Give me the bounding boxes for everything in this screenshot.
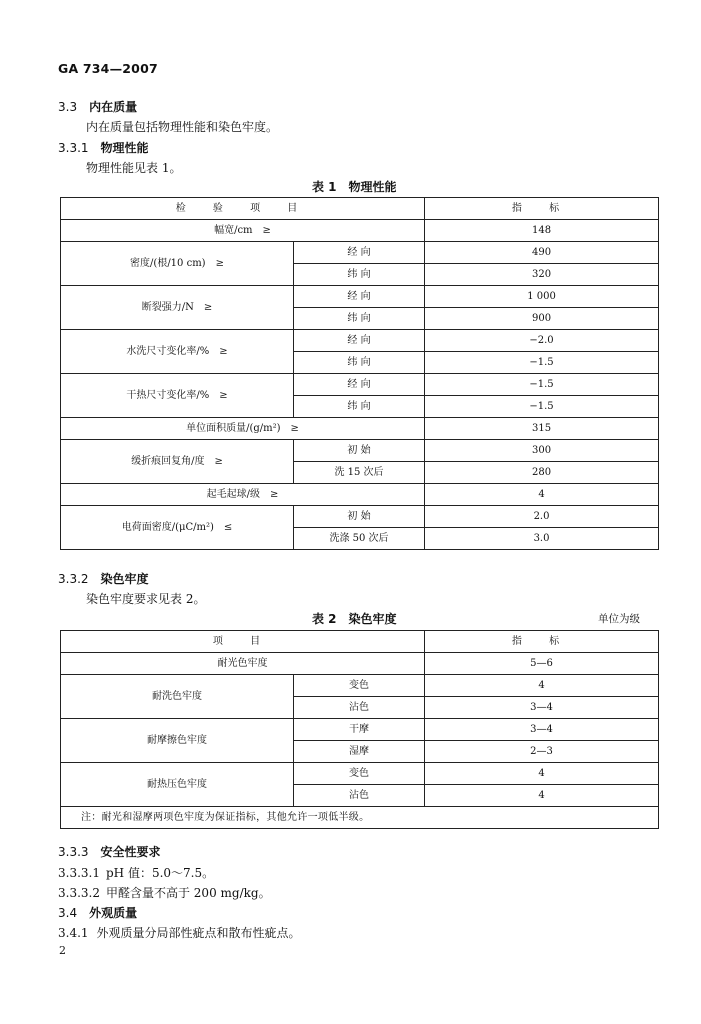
clause-text: pH 值：5.0～7.5。	[105, 866, 215, 880]
row-label: 耐摩擦色牢度	[61, 719, 294, 763]
row-value: 4	[425, 763, 659, 785]
row-label: 干热尺寸变化率/% ≥	[61, 374, 294, 418]
table2-caption: 表 2 染色牢度	[312, 612, 397, 626]
row-value: 900	[425, 308, 659, 330]
table2-header-item: 项 目	[61, 631, 425, 653]
heading-number: 3.3.3	[58, 845, 89, 859]
heading-title: 染色牢度	[100, 572, 149, 586]
row-sub-label: 沾色	[294, 785, 425, 807]
page-number: 2	[59, 944, 66, 957]
row-label: 耐热压色牢度	[61, 763, 294, 807]
row-label: 水洗尺寸变化率/% ≥	[61, 330, 294, 374]
paragraph-3-4-1	[58, 924, 301, 941]
row-label: 电荷面密度/(μC/m²) ≤	[61, 506, 294, 550]
table-row	[61, 418, 659, 440]
table-row	[61, 506, 659, 528]
row-value: 300	[425, 440, 659, 462]
row-label: 幅宽/cm ≥	[61, 220, 425, 242]
row-value: 320	[425, 264, 659, 286]
row-value: 3—4	[425, 719, 659, 741]
row-value: −1.5	[425, 352, 659, 374]
row-sub-label: 初 始	[294, 440, 425, 462]
row-value: 148	[425, 220, 659, 242]
row-sub-label: 初 始	[294, 506, 425, 528]
document-id: GA 734—2007	[58, 61, 158, 76]
row-label: 单位面积质量/(g/m²) ≥	[61, 418, 425, 440]
table-row	[61, 374, 659, 396]
table1-header-item: 检 验 项 目	[61, 198, 425, 220]
row-value: 2—3	[425, 741, 659, 763]
table1-physical-properties	[60, 197, 659, 550]
table-row	[61, 242, 659, 264]
paragraph-3-3-3-2	[58, 884, 271, 901]
table-row	[61, 220, 659, 242]
table-row	[61, 653, 659, 675]
row-value: 490	[425, 242, 659, 264]
row-sub-label: 变色	[294, 675, 425, 697]
clause-number: 3.3.3.1	[58, 866, 100, 880]
heading-number: 3.4	[58, 906, 78, 920]
row-value: 315	[425, 418, 659, 440]
table1-caption: 表 1 物理性能	[312, 180, 397, 194]
table2-unit: 单位为级	[598, 613, 640, 625]
row-label: 耐洗色牢度	[61, 675, 294, 719]
heading-title: 物理性能	[100, 141, 149, 155]
heading-number: 3.3.1	[58, 141, 89, 155]
row-sub-label: 干摩	[294, 719, 425, 741]
paragraph-3-3: 内在质量包括物理性能和染色牢度。	[86, 120, 279, 134]
row-value: −1.5	[425, 396, 659, 418]
row-value: −1.5	[425, 374, 659, 396]
row-label: 缓折痕回复角/度 ≥	[61, 440, 294, 484]
heading-3-3-1	[58, 139, 149, 156]
row-value: 5—6	[425, 653, 659, 675]
table-row	[61, 484, 659, 506]
heading-3-3	[58, 98, 137, 115]
table-row	[61, 198, 659, 220]
row-sub-label: 纬 向	[294, 264, 425, 286]
row-sub-label: 沾色	[294, 697, 425, 719]
heading-number: 3.3.2	[58, 572, 89, 586]
row-label: 耐光色牢度	[61, 653, 425, 675]
clause-number: 3.3.3.2	[58, 886, 100, 900]
table2-header-value: 指 标	[425, 631, 659, 653]
row-sub-label: 湿摩	[294, 741, 425, 763]
heading-3-3-2	[58, 570, 149, 587]
table-row	[61, 440, 659, 462]
row-value: 4	[425, 785, 659, 807]
paragraph-3-3-3-1	[58, 864, 214, 881]
row-value: 1 000	[425, 286, 659, 308]
clause-number: 3.4.1	[58, 926, 89, 940]
row-value: 4	[425, 675, 659, 697]
table-row	[61, 631, 659, 653]
paragraph-3-3-2: 染色牢度要求见表 2。	[86, 592, 206, 606]
clause-text: 外观质量分局部性疵点和散布性疵点。	[96, 926, 301, 940]
row-sub-label: 经 向	[294, 374, 425, 396]
table-row	[61, 719, 659, 741]
row-sub-label: 洗涤 50 次后	[294, 528, 425, 550]
clause-text: 甲醛含量不高于 200 mg/kg。	[105, 886, 271, 900]
row-label: 密度/(根/10 cm) ≥	[61, 242, 294, 286]
row-value: −2.0	[425, 330, 659, 352]
row-sub-label: 经 向	[294, 242, 425, 264]
row-value: 280	[425, 462, 659, 484]
row-sub-label: 变色	[294, 763, 425, 785]
table-row	[61, 675, 659, 697]
row-sub-label: 纬 向	[294, 308, 425, 330]
row-value: 2.0	[425, 506, 659, 528]
row-label: 断裂强力/N ≥	[61, 286, 294, 330]
heading-title: 内在质量	[89, 100, 138, 114]
heading-3-3-3	[58, 843, 161, 860]
table-row	[61, 330, 659, 352]
table-row	[61, 286, 659, 308]
heading-title: 外观质量	[89, 906, 138, 920]
heading-3-4	[58, 904, 137, 921]
heading-number: 3.3	[58, 100, 78, 114]
row-sub-label: 纬 向	[294, 396, 425, 418]
row-sub-label: 经 向	[294, 286, 425, 308]
table2-color-fastness	[60, 630, 659, 829]
heading-title: 安全性要求	[100, 845, 161, 859]
table-row	[61, 807, 659, 829]
row-sub-label: 纬 向	[294, 352, 425, 374]
row-sub-label: 经 向	[294, 330, 425, 352]
table2-note: 注：耐光和湿摩两项色牢度为保证指标，其他允许一项低半级。	[61, 807, 659, 829]
row-label: 起毛起球/级 ≥	[61, 484, 425, 506]
row-value: 3.0	[425, 528, 659, 550]
row-value: 4	[425, 484, 659, 506]
table1-header-value: 指 标	[425, 198, 659, 220]
row-value: 3—4	[425, 697, 659, 719]
paragraph-3-3-1: 物理性能见表 1。	[86, 161, 182, 175]
row-sub-label: 洗 15 次后	[294, 462, 425, 484]
table-row	[61, 763, 659, 785]
